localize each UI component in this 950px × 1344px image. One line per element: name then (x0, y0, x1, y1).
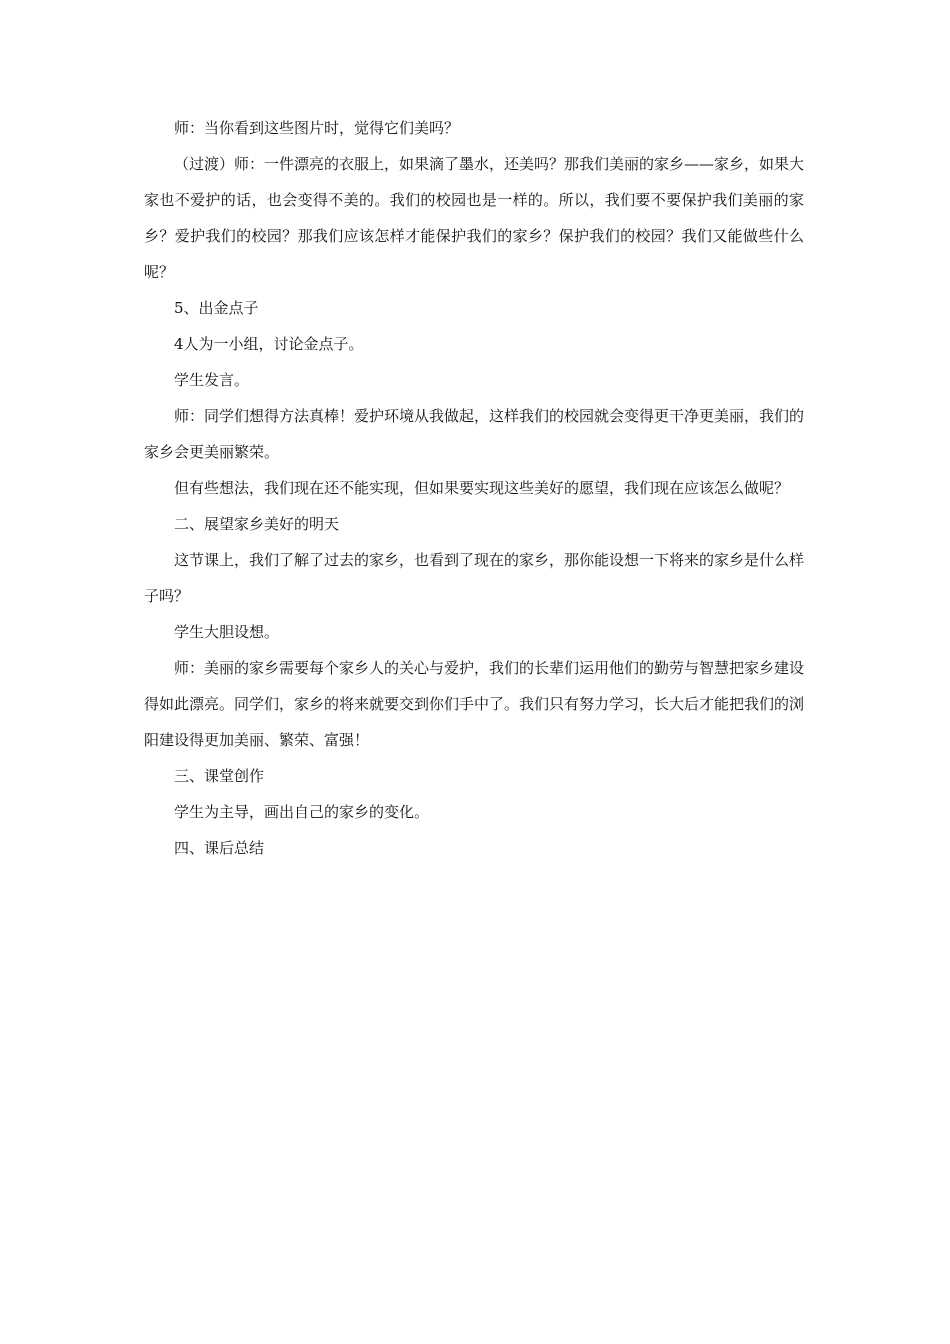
paragraph-students-speak: 学生发言。 (174, 371, 250, 389)
heading-section-three: 三、课堂创作 (174, 767, 265, 785)
document-body (144, 110, 804, 866)
paragraph-draw-changes: 学生为主导，画出自己的家乡的变化。 (174, 803, 430, 821)
paragraph-transition: （过渡）师：一件漂亮的衣服上，如果滴了墨水，还美吗？那我们美丽的家乡——家乡，如果大家也不爱护的话，也会变得不美的。我们的校园也是一样的。所以，我们要不要保护我们美丽的家乡？爱护我们的校园？那我们应该怎样才能保护我们的家乡？保护我们的校园？我们又能做些什么呢？ (144, 155, 805, 281)
paragraph-group-discussion: 4人为一小组，讨论金点子。 (174, 335, 364, 353)
paragraph-teacher-conclusion: 师：美丽的家乡需要每个家乡人的关心与爱护，我们的长辈们运用他们的勤劳与智慧把家乡建设得如此漂亮。同学们，家乡的将来就要交到你们手中了。我们只有努力学习，长大后才能把我们的浏阳建设得更加美丽、繁荣、富强！ (144, 659, 805, 749)
paragraph-teacher-praise: 师：同学们想得方法真棒！爱护环境从我做起，这样我们的校园就会变得更干净更美丽，我们的家乡会更美丽繁荣。 (144, 407, 805, 461)
heading-golden-ideas: 5、出金点子 (174, 299, 259, 317)
heading-section-four: 四、课后总结 (174, 839, 265, 857)
paragraph-teacher-question: 师：当你看到这些图片时，觉得它们美吗？ (174, 119, 460, 137)
paragraph-students-imagine: 学生大胆设想。 (174, 623, 280, 641)
paragraph-ideas-future: 但有些想法，我们现在还不能实现，但如果要实现这些美好的愿望，我们现在应该怎么做呢？ (174, 479, 790, 497)
heading-section-two: 二、展望家乡美好的明天 (174, 515, 340, 533)
paragraph-imagine-future: 这节课上，我们了解了过去的家乡，也看到了现在的家乡，那你能设想一下将来的家乡是什么样子吗？ (144, 551, 805, 605)
